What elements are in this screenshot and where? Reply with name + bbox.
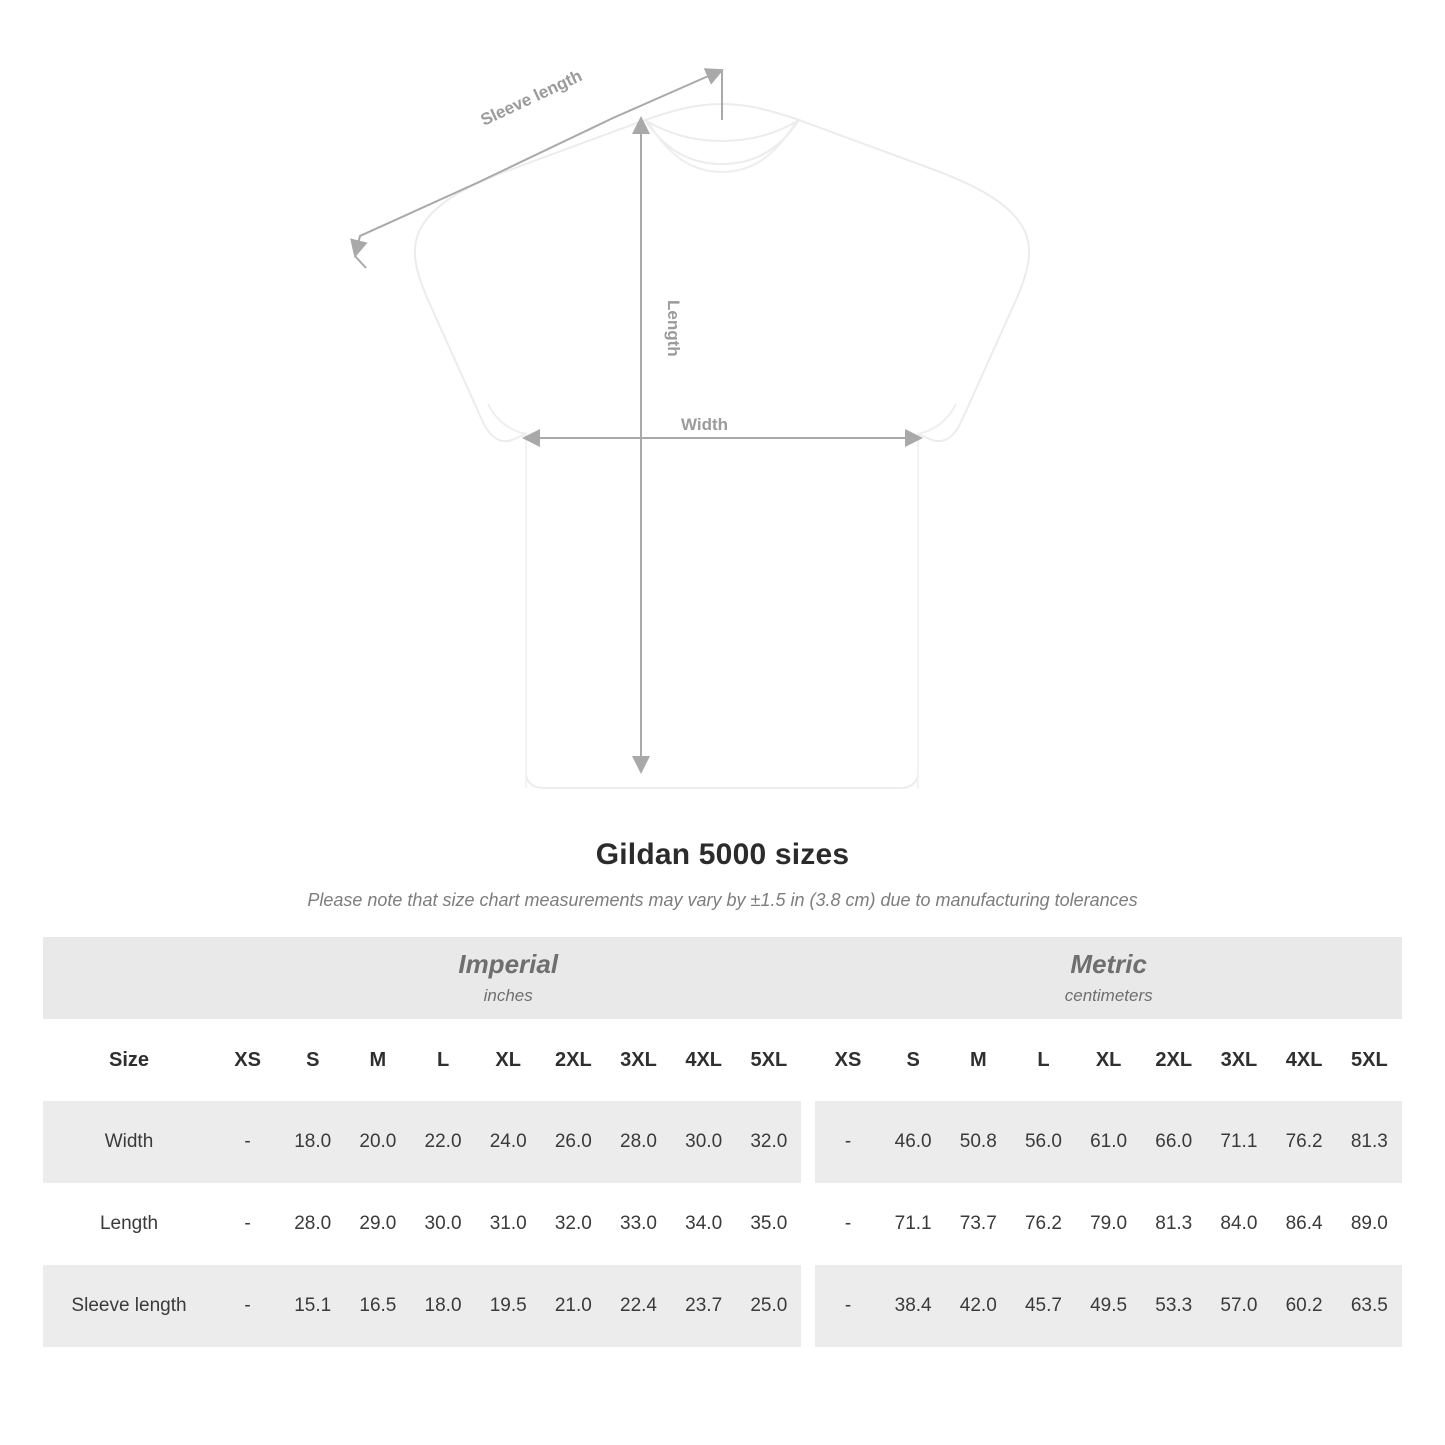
sleeve-imperial-3xl: 22.4 [606, 1265, 671, 1347]
table-row-length [43, 1183, 1402, 1265]
width-metric-4xl: 76.2 [1272, 1101, 1337, 1183]
sleeve-imperial-5xl: 25.0 [736, 1265, 801, 1347]
length-metric-4xl: 86.4 [1272, 1183, 1337, 1265]
width-metric-xs: - [815, 1101, 880, 1183]
width-label: Width [681, 415, 729, 434]
length-imperial-s: 28.0 [280, 1183, 345, 1265]
size-table-wrapper [43, 937, 1402, 1347]
width-metric-5xl: 81.3 [1337, 1101, 1402, 1183]
unit-header-row [43, 937, 1402, 1019]
width-metric-s: 46.0 [881, 1101, 946, 1183]
length-metric-xl: 79.0 [1076, 1183, 1141, 1265]
length-imperial-l: 30.0 [410, 1183, 475, 1265]
length-imperial-m: 29.0 [345, 1183, 410, 1265]
size-metric-xs: XS [815, 1019, 880, 1101]
unit-header-metric [815, 937, 1402, 1019]
row-label-length: Length [43, 1183, 215, 1265]
size-metric-4xl: 4XL [1272, 1019, 1337, 1101]
size-imperial-l: L [410, 1019, 475, 1101]
length-imperial-5xl: 35.0 [736, 1183, 801, 1265]
size-imperial-xs: XS [215, 1019, 280, 1101]
sleeve-metric-2xl: 53.3 [1141, 1265, 1206, 1347]
size-imperial-5xl: 5XL [736, 1019, 801, 1101]
imperial-title: Imperial [458, 948, 559, 979]
size-table [43, 937, 1402, 1347]
sleeve-metric-xs: - [815, 1265, 880, 1347]
size-metric-2xl: 2XL [1141, 1019, 1206, 1101]
size-metric-s: S [881, 1019, 946, 1101]
size-imperial-xl: XL [476, 1019, 541, 1101]
width-metric-3xl: 71.1 [1206, 1101, 1271, 1183]
title-block [0, 838, 1445, 911]
imperial-unit: inches [483, 986, 533, 1006]
sleeve-imperial-xs: - [215, 1265, 280, 1347]
sleeve-imperial-2xl: 21.0 [541, 1265, 606, 1347]
tolerance-note: Please note that size chart measurements may vary by ±1.5 in (3.8 cm) due to manufacturing tolerances [307, 890, 1138, 910]
width-imperial-s: 18.0 [280, 1101, 345, 1183]
sleeve-metric-xl: 49.5 [1076, 1265, 1141, 1347]
sleeve-imperial-l: 18.0 [410, 1265, 475, 1347]
sleeve-gap [801, 1265, 815, 1347]
width-metric-m: 50.8 [946, 1101, 1011, 1183]
size-imperial-3xl: 3XL [606, 1019, 671, 1101]
width-imperial-xl: 24.0 [476, 1101, 541, 1183]
sleeve-metric-4xl: 60.2 [1272, 1265, 1337, 1347]
width-metric-xl: 61.0 [1076, 1101, 1141, 1183]
length-metric-l: 76.2 [1011, 1183, 1076, 1265]
unit-header-spacer [43, 937, 215, 1019]
width-imperial-xs: - [215, 1101, 280, 1183]
size-metric-l: L [1011, 1019, 1076, 1101]
width-imperial-m: 20.0 [345, 1101, 410, 1183]
length-imperial-3xl: 33.0 [606, 1183, 671, 1265]
length-metric-xs: - [815, 1183, 880, 1265]
length-imperial-xs: - [215, 1183, 280, 1265]
sleeve-imperial-4xl: 23.7 [671, 1265, 736, 1347]
size-metric-xl: XL [1076, 1019, 1141, 1101]
size-metric-5xl: 5XL [1337, 1019, 1402, 1101]
table-row-sleeve-length [43, 1265, 1402, 1347]
length-imperial-xl: 31.0 [476, 1183, 541, 1265]
sleeve-metric-3xl: 57.0 [1206, 1265, 1271, 1347]
table-row-width [43, 1101, 1402, 1183]
unit-header-gap [801, 937, 815, 1019]
width-imperial-4xl: 30.0 [671, 1101, 736, 1183]
sleeve-length-label: Sleeve length [477, 66, 586, 130]
width-metric-l: 56.0 [1011, 1101, 1076, 1183]
sleeve-metric-m: 42.0 [946, 1265, 1011, 1347]
sleeve-metric-l: 45.7 [1011, 1265, 1076, 1347]
length-gap [801, 1183, 815, 1265]
sleeve-imperial-xl: 19.5 [476, 1265, 541, 1347]
length-metric-3xl: 84.0 [1206, 1183, 1271, 1265]
metric-unit: centimeters [1064, 986, 1153, 1006]
sleeve-metric-5xl: 63.5 [1337, 1265, 1402, 1347]
width-gap [801, 1101, 815, 1183]
length-imperial-2xl: 32.0 [541, 1183, 606, 1265]
width-imperial-3xl: 28.0 [606, 1101, 671, 1183]
sleeve-imperial-m: 16.5 [345, 1265, 410, 1347]
length-metric-m: 73.7 [946, 1183, 1011, 1265]
sleeve-metric-s: 38.4 [881, 1265, 946, 1347]
row-label-sleeve-length: Sleeve length [43, 1265, 215, 1347]
tshirt-shape [415, 104, 1029, 788]
width-metric-2xl: 66.0 [1141, 1101, 1206, 1183]
length-metric-s: 71.1 [881, 1183, 946, 1265]
unit-header-imperial [215, 937, 801, 1019]
row-label-width: Width [43, 1101, 215, 1183]
size-imperial-4xl: 4XL [671, 1019, 736, 1101]
header-gap [801, 1019, 815, 1101]
sleeve-imperial-s: 15.1 [280, 1265, 345, 1347]
size-imperial-s: S [280, 1019, 345, 1101]
page-title: Gildan 5000 sizes [595, 838, 850, 871]
size-metric-3xl: 3XL [1206, 1019, 1271, 1101]
size-label: Size [43, 1019, 215, 1101]
length-imperial-4xl: 34.0 [671, 1183, 736, 1265]
length-metric-2xl: 81.3 [1141, 1183, 1206, 1265]
size-imperial-2xl: 2XL [541, 1019, 606, 1101]
size-metric-m: M [946, 1019, 1011, 1101]
width-imperial-l: 22.0 [410, 1101, 475, 1183]
width-imperial-5xl: 32.0 [736, 1101, 801, 1183]
width-imperial-2xl: 26.0 [541, 1101, 606, 1183]
length-label: Length [664, 300, 683, 357]
size-header-row [43, 1019, 1402, 1101]
size-imperial-m: M [345, 1019, 410, 1101]
metric-title: Metric [1070, 948, 1147, 979]
length-metric-5xl: 89.0 [1337, 1183, 1402, 1265]
